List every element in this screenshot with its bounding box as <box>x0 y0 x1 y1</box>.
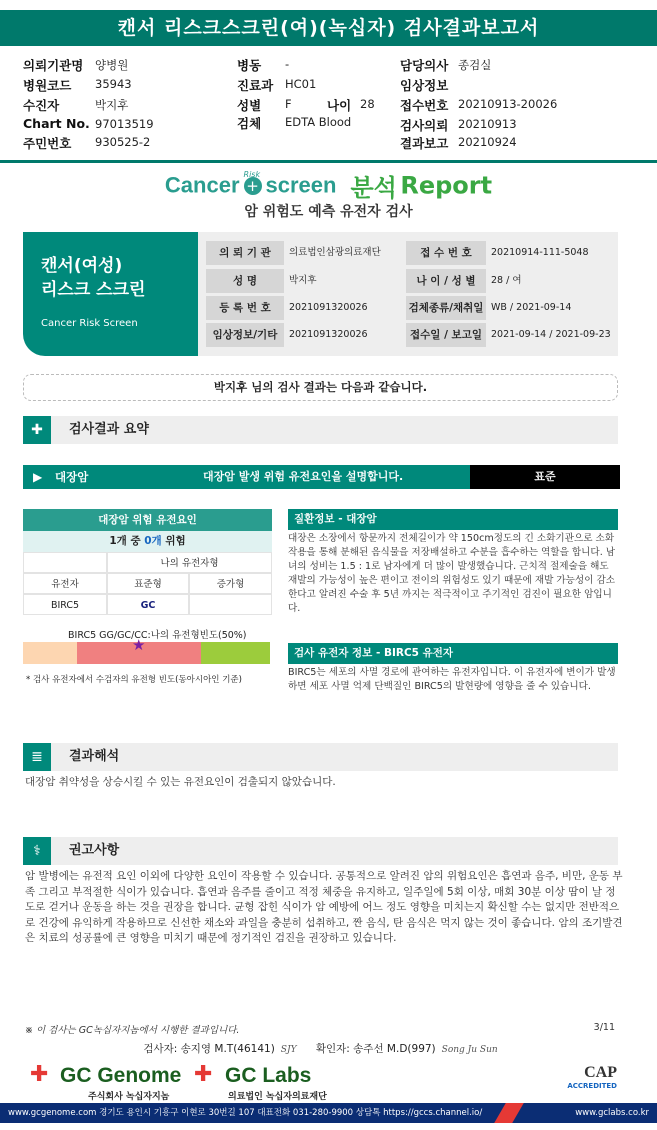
info-value: 2021091320026 <box>289 302 368 313</box>
section-recommendation <box>23 837 618 865</box>
brand-risk: Risk <box>243 169 261 179</box>
header-value: 20210913-20026 <box>458 97 558 111</box>
recommendation-text: 암 발병에는 유전적 요인 이외에 다양한 요인이 작용할 수 있습니다. 공통적으로 알려진 암의 위험요인은 흡연과 음주, 비만, 운동 부족 그리고 부적절한 식이가 있습니다. 흡연과 음주를 줄이고 적정 체중을 유지하고, 일주일에 5회 이상, 매회 30분 이상 땀이 날 정도로 걷거나 운동을 하는 것을 권장을 합니다. 균형 잡힌 식이가 암 예방에 어느 정도 영향을 미치는지 확신할 수는 없지만 전반적으로 건강에 유익하게 작용하므로 신선한 채소와 과일을 충분히 섭취하고, 짠 음식, 탄 음식은 먹지 않는 것이 좋습니다. 암의 조기발견은 치료의 성공률에 큰 영향을 미치기 때문에 정기적인 검진을 권장하고 있습니다. <box>25 870 623 944</box>
gcgenome-sub: 주식회사 녹십자지놈 <box>88 1092 170 1102</box>
risk-count: 0개 <box>144 535 162 547</box>
clipboard-plus-icon: ✚ <box>23 416 51 444</box>
header-divider <box>0 160 657 163</box>
cap-accredited-logo <box>551 1064 617 1098</box>
info-value: 2021091320026 <box>289 329 368 340</box>
header-value: 양병원 <box>95 58 129 72</box>
brand-screen: screen <box>265 172 337 198</box>
report-title: 캔서 리스크스크린(여)(녹십자) 검사결과보고서 <box>0 10 657 46</box>
header-value: 종검실 <box>458 58 492 72</box>
header-value: 28 <box>360 97 375 111</box>
section-title: 결과해석 <box>69 749 120 764</box>
cap-sub: ACCREDITED <box>567 1082 617 1090</box>
frequency-segment-cc <box>201 642 270 664</box>
col-increase: 증가형 <box>189 573 272 594</box>
gene-info-title: 검사 유전자 정보 - BIRC5 유전자 <box>288 643 618 664</box>
product-title-1: 캔서(여성) <box>41 256 123 276</box>
info-label: 의 뢰 기 관 <box>206 241 284 265</box>
gene-table <box>23 509 272 615</box>
header-label: 나이 <box>327 98 352 113</box>
header-label: 검체 <box>237 116 262 131</box>
examiner: 검사자: 송지영 M.T(46141) <box>143 1043 275 1055</box>
info-label: 접수일 / 보고일 <box>406 323 486 347</box>
section-interpretation <box>23 743 618 771</box>
header-value: 20210913 <box>458 117 517 131</box>
interpretation-text: 대장암 취약성을 상승시킬 수 있는 유전요인이 검출되지 않았습니다. <box>25 776 336 788</box>
gcgenome-logo: GC Genome <box>60 1064 182 1087</box>
gene-table-header: 대장암 위험 유전요인 <box>23 509 272 531</box>
header-label: 결과보고 <box>400 136 449 151</box>
confirmer-signature: Song Ju Sun <box>441 1045 498 1055</box>
info-value: 박지후 <box>289 275 317 286</box>
header-value: 20210924 <box>458 135 517 149</box>
col-standard: 표준형 <box>107 573 189 594</box>
product-subtitle: Cancer Risk Screen <box>41 318 138 329</box>
gclabs-logo: GC Labs <box>225 1064 312 1087</box>
genotype-value: GC <box>107 594 189 615</box>
cap-text: CAP <box>584 1064 617 1081</box>
header-label: 임상정보 <box>400 78 449 93</box>
signers <box>0 1041 657 1056</box>
section-title: 검사결과 요약 <box>69 422 149 437</box>
info-table <box>198 232 618 356</box>
header-value: 930525-2 <box>95 135 151 149</box>
header-label: 접수번호 <box>400 98 449 113</box>
frequency-bar <box>23 642 270 664</box>
brand-cancer: Cancer <box>164 172 240 198</box>
info-value: 의료법인삼광의료재단 <box>289 247 381 258</box>
section-summary <box>23 416 618 444</box>
brand-report: Report <box>400 171 493 200</box>
info-label: 나 이 / 성 별 <box>406 269 486 293</box>
gene-name: BIRC5 <box>23 594 107 615</box>
page-number: 3/11 <box>593 1022 615 1033</box>
gene-info-text: BIRC5는 세포의 사멸 경로에 관여하는 유전자입니다. 이 유전자에 변이가 발생하면 세포 사멸 억제 단백질인 BIRC5의 발현량에 영향을 줄 수 있습니다. <box>288 667 616 692</box>
header-label: 수진자 <box>23 98 60 113</box>
table-row <box>23 573 272 594</box>
disease-info-title: 질환정보 - 대장암 <box>288 509 618 530</box>
footer-left: www.gcgenome.com 경기도 용인시 기흥구 이현로 30번길 107 대표전화 031-280-9900 상담톡 https://gccs.channel.io/ <box>8 1108 483 1118</box>
info-label: 검체종류/채취일 <box>406 296 486 320</box>
gene-table-summary: 1개 중 0개 위험 <box>23 531 272 552</box>
header-label: 병원코드 <box>23 78 72 93</box>
info-value: WB / 2021-09-14 <box>491 302 572 313</box>
play-arrow-icon: ▶ <box>33 470 43 484</box>
document-icon: ≣ <box>23 743 51 771</box>
header-value: 35943 <box>95 77 132 91</box>
brand-analysis: 분석 <box>350 174 397 202</box>
header-value: - <box>285 57 290 71</box>
risk-badge: 표준 <box>470 465 620 489</box>
frequency-segment-gg <box>23 642 77 664</box>
confirmer: 확인자: 송주선 M.D(997) <box>315 1043 436 1055</box>
header-value: EDTA Blood <box>285 115 352 129</box>
table-row <box>23 594 272 615</box>
header-label: 담당의사 <box>400 58 449 73</box>
gclabs-sub: 의료법인 녹십자의료재단 <box>228 1092 327 1102</box>
plus-icon: Risk + <box>244 177 262 195</box>
gc-note: ※ 이 검사는 GC녹십자지놈에서 시행한 결과입니다. <box>25 1025 240 1036</box>
my-genotype-header: 나의 유전자형 <box>107 552 272 573</box>
header-value: HC01 <box>285 77 317 91</box>
gc-cross-icon: ✚ <box>30 1062 49 1087</box>
report-subtitle: 암 위험도 예측 유전자 검사 <box>244 204 413 220</box>
info-value: 28 / 여 <box>491 275 522 286</box>
header-label: 의뢰기관명 <box>23 58 84 73</box>
header-value: 97013519 <box>95 117 154 131</box>
cancer-band <box>23 465 618 489</box>
brand-logo <box>0 168 657 202</box>
header-info <box>0 52 657 152</box>
gc-cross-icon: ✚ <box>194 1062 213 1087</box>
star-icon: ★ <box>132 636 146 654</box>
table-row <box>23 552 272 573</box>
section-title: 권고사항 <box>69 843 120 858</box>
frequency-note: * 검사 유전자에서 수검자의 유전형 빈도(동아시아인 기준) <box>26 675 242 685</box>
product-title-2: 리스크 스크린 <box>41 280 146 300</box>
disease-info-text: 대장은 소장에서 항문까지 전체길이가 약 150cm정도의 긴 소화기관으로 소화작용을 통해 분해된 음식물을 저장배설하고 수분을 흡수하는 역할을 합니다. 남녀의 성비는 1.5 : 1로 남자에게 더 많이 발생했습니다. 근치적 절제술을 해도 재발의 가능성이 높은 편이고 전이의 위험성도 있기 때문에 재발 가능성이 감소한다고 알려진 수술 후 5년 까지는 적극적이고 주기적인 검진이 필요한 암입니다. <box>288 533 616 614</box>
cancer-desc: 대장암 발생 위험 유전요인을 설명합니다. <box>203 470 404 483</box>
header-value: F <box>285 97 292 111</box>
info-label: 성 명 <box>206 269 284 293</box>
info-label: 등 록 번 호 <box>206 296 284 320</box>
header-label: 검사의뢰 <box>400 118 449 133</box>
col-gene: 유전자 <box>23 573 107 594</box>
doctor-icon: ⚕ <box>23 837 51 865</box>
result-notice: 박지후 님의 검사 결과는 다음과 같습니다. <box>23 374 618 401</box>
header-label: 주민번호 <box>23 136 72 151</box>
frequency-title: BIRC5 GG/GC/CC:나의 유전형빈도(50%) <box>68 630 247 641</box>
header-label: 성별 <box>237 98 262 113</box>
footer-bar <box>0 1103 657 1123</box>
header-label: Chart No. <box>23 116 90 131</box>
info-value: 20210914-111-5048 <box>491 247 589 258</box>
info-value: 2021-09-14 / 2021-09-23 <box>491 329 611 340</box>
header-label: 병동 <box>237 58 262 73</box>
info-label: 접 수 번 호 <box>406 241 486 265</box>
examiner-signature: SJY <box>280 1045 297 1055</box>
header-value: 박지후 <box>95 98 129 112</box>
header-label: 진료과 <box>237 78 274 93</box>
footer-right: www.gclabs.co.kr <box>575 1108 649 1118</box>
cancer-name: 대장암 <box>55 470 89 484</box>
info-label: 임상정보/기타 <box>206 323 284 347</box>
product-card <box>23 232 198 356</box>
